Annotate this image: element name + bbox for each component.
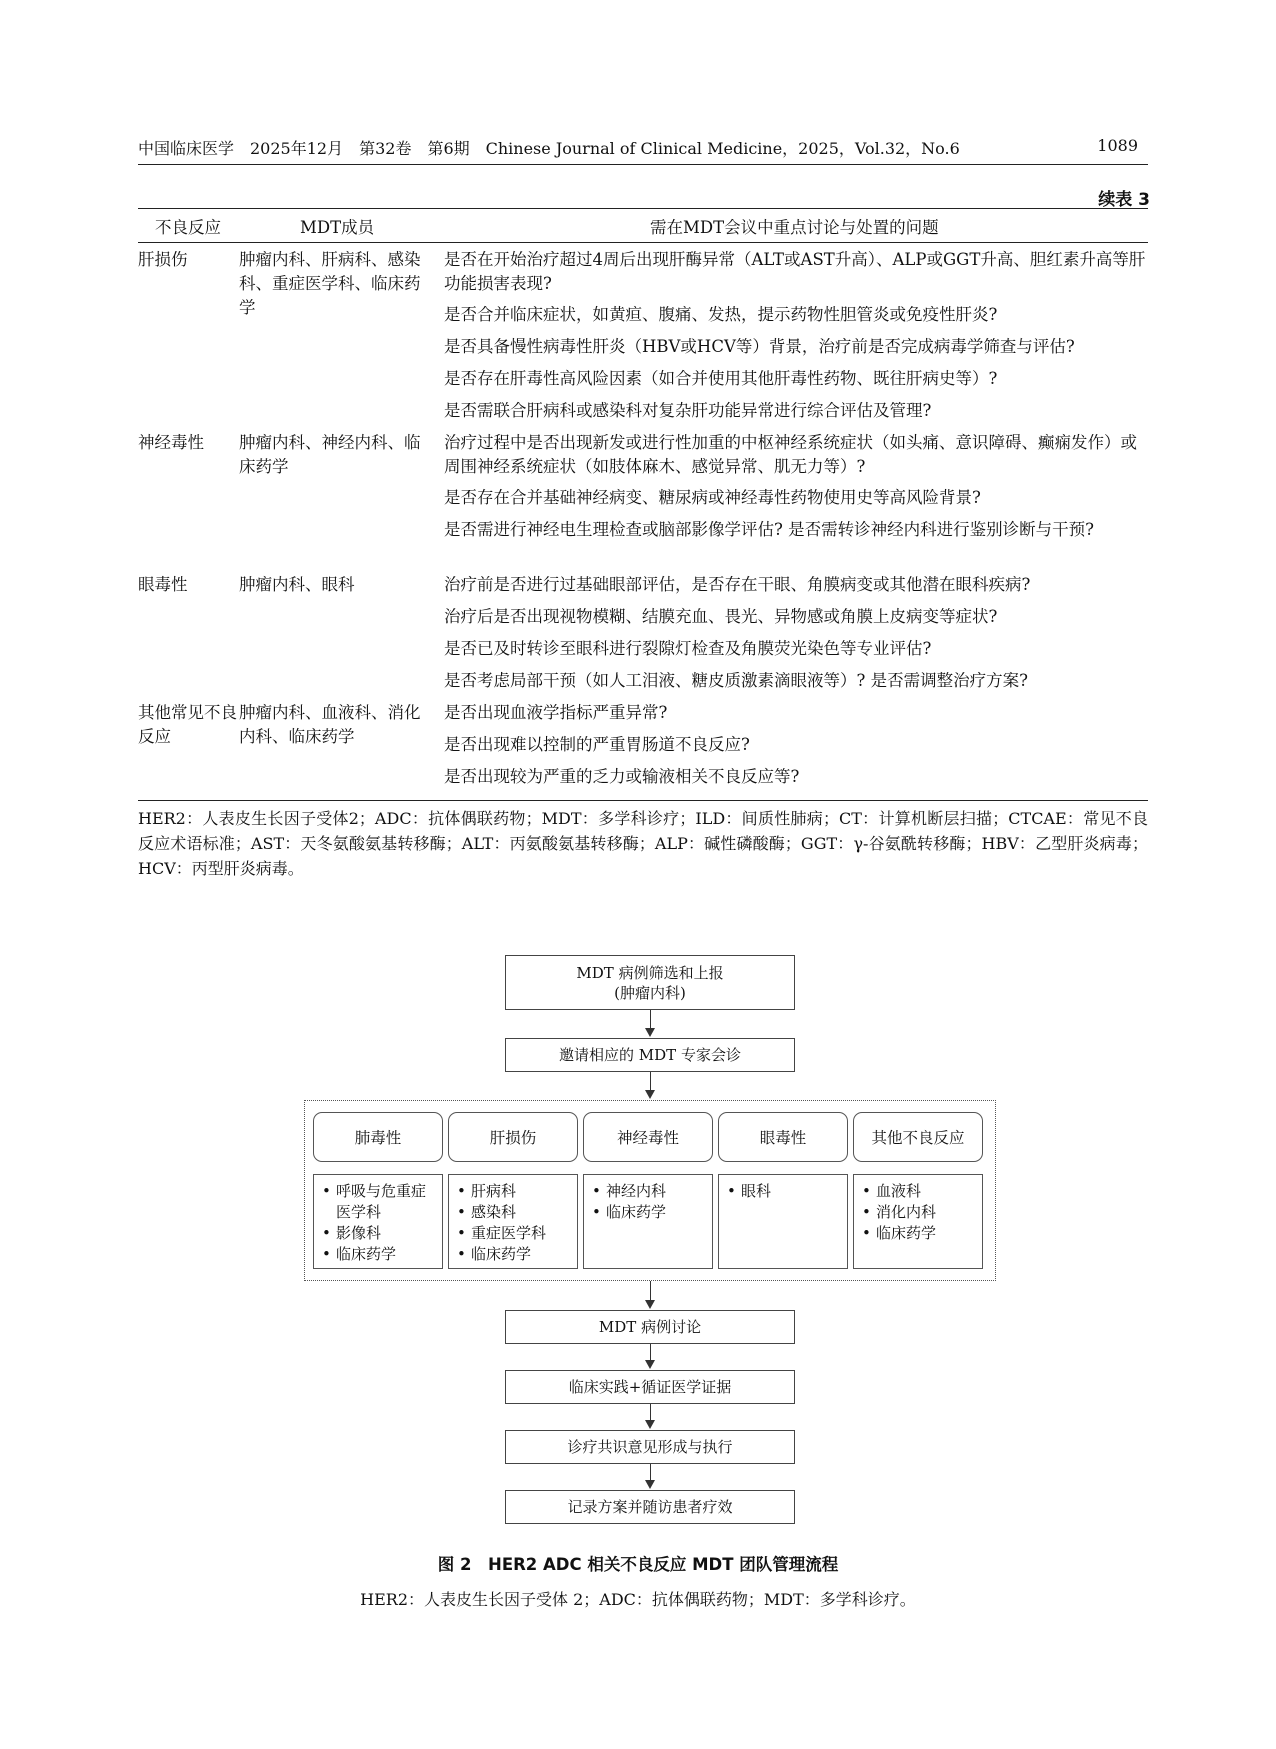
table-row-reaction: 肝损伤 bbox=[138, 250, 188, 269]
table-row-question: 是否考虑局部干预（如人工泪液、糖皮质激素滴眼液等）? 是否需调整治疗方案? bbox=[444, 671, 1028, 690]
table-header-rule bbox=[138, 242, 1148, 243]
table-row-members: 肿瘤内科、血液科、消化内科、临床药学 bbox=[239, 703, 421, 746]
flow-step-screening-line2: (肿瘤内科) bbox=[614, 983, 686, 1002]
table-row-question: 治疗后是否出现视物模糊、结膜充血、畏光、异物感或角膜上皮病变等症状? bbox=[444, 607, 998, 626]
running-header bbox=[138, 136, 1138, 162]
table-row-question: 是否存在合并基础神经病变、糖尿病或神经毒性药物使用史等高风险背景? bbox=[444, 488, 981, 507]
category-liver-injury: 肝损伤 bbox=[448, 1112, 578, 1162]
table-row-question: 是否需联合肝病科或感染科对复杂肝功能异常进行综合评估及管理? bbox=[444, 401, 932, 420]
dept-item: • 肝病科 bbox=[455, 1181, 571, 1202]
table-row-members: 肿瘤内科、肝病科、感染科、重症医学科、临床药学 bbox=[239, 250, 421, 317]
category-other-adverse: 其他不良反应 bbox=[853, 1112, 983, 1162]
flow-step-screening-line1: MDT 病例筛选和上报 bbox=[576, 963, 724, 982]
dept-list-ocular bbox=[718, 1174, 848, 1269]
flow-step-discussion: MDT 病例讨论 bbox=[505, 1310, 795, 1344]
flow-arrow bbox=[650, 1464, 651, 1481]
header-rule bbox=[138, 164, 1148, 165]
dept-item: • 神经内科 bbox=[590, 1181, 706, 1202]
table-continued-label: 续表 3 bbox=[1098, 190, 1150, 210]
table-row-question: 是否出现难以控制的严重胃肠道不良反应? bbox=[444, 735, 750, 754]
figure-title: 图 2 HER2 ADC 相关不良反应 MDT 团队管理流程 bbox=[437, 1555, 839, 1574]
table-row-members: 肿瘤内科、眼科 bbox=[239, 575, 355, 594]
flow-arrow bbox=[650, 1281, 651, 1301]
category-ocular-toxicity: 眼毒性 bbox=[718, 1112, 848, 1162]
table-footnote: HER2：人表皮生长因子受体2；ADC：抗体偶联药物；MDT：多学科诊疗；ILD：间质性肺病；CT：计算机断层扫描；CTCAE：常见不良反应术语标准；AST：天冬氨酸氨基转移酶；ALT：丙氨酸氨基转移酶；ALP：碱性磷酸酶；GGT：γ-谷氨酰转移酶；HBV：乙型肝炎病毒；HCV：丙型肝炎病毒。 bbox=[138, 809, 1148, 878]
table-row-reaction: 眼毒性 bbox=[138, 575, 188, 594]
table-row-members: 肿瘤内科、神经内科、临床药学 bbox=[239, 433, 421, 476]
dept-list-liver bbox=[448, 1174, 578, 1269]
flow-arrow-head bbox=[645, 1480, 655, 1489]
dept-list-lung bbox=[313, 1174, 443, 1269]
flow-step-invite: 邀请相应的 MDT 专家会诊 bbox=[505, 1038, 795, 1072]
dept-list-other bbox=[853, 1174, 983, 1269]
journal-info: 中国临床医学 2025年12月 第32卷 第6期 Chinese Journal of Clinical Medicine，2025，Vol.32，No.6 bbox=[138, 139, 960, 158]
table-row-question: 治疗前是否进行过基础眼部评估，是否存在干眼、角膜病变或其他潜在眼科疾病? bbox=[444, 575, 1031, 594]
table-row-question: 是否具备慢性病毒性肝炎（HBV或HCV等）背景，治疗前是否完成病毒学筛查与评估? bbox=[444, 337, 1075, 356]
column-header-reaction: 不良反应 bbox=[155, 218, 221, 237]
table-row-reaction: 神经毒性 bbox=[138, 433, 204, 452]
flow-step-evidence: 临床实践+循证医学证据 bbox=[505, 1370, 795, 1404]
table-row-question: 是否已及时转诊至眼科进行裂隙灯检查及角膜荧光染色等专业评估? bbox=[444, 639, 932, 658]
table-row-question: 是否需进行神经电生理检查或脑部影像学评估? 是否需转诊神经内科进行鉴别诊断与干预? bbox=[444, 520, 1094, 539]
dept-item: • 呼吸与危重症医学科 bbox=[320, 1181, 436, 1223]
flow-arrow-head bbox=[645, 1090, 655, 1099]
table-row-question: 是否存在肝毒性高风险因素（如合并使用其他肝毒性药物、既往肝病史等）? bbox=[444, 369, 998, 388]
table-row-question: 是否合并临床症状，如黄疸、腹痛、发热，提示药物性胆管炎或免疫性肝炎? bbox=[444, 305, 998, 324]
flow-arrow bbox=[650, 1344, 651, 1361]
category-neurotoxicity: 神经毒性 bbox=[583, 1112, 713, 1162]
table-row-question: 是否出现血液学指标严重异常? bbox=[444, 703, 668, 722]
flow-arrow bbox=[650, 1404, 651, 1421]
table-top-rule bbox=[138, 208, 1148, 209]
column-header-members: MDT成员 bbox=[300, 218, 375, 237]
dept-item: • 临床药学 bbox=[590, 1202, 706, 1223]
flow-step-followup: 记录方案并随访患者疗效 bbox=[505, 1490, 795, 1524]
table-bottom-rule bbox=[138, 800, 1148, 801]
flow-arrow bbox=[650, 1072, 651, 1091]
dept-item: • 临床药学 bbox=[860, 1223, 976, 1244]
flow-arrow bbox=[650, 1010, 651, 1029]
dept-item: • 临床药学 bbox=[320, 1244, 436, 1265]
table-row-question: 是否在开始治疗超过4周后出现肝酶异常（ALT或AST升高）、ALP或GGT升高、胆红素升高等肝功能损害表现? bbox=[444, 250, 1146, 293]
flow-step-screening bbox=[505, 955, 795, 1010]
flow-arrow-head bbox=[645, 1300, 655, 1309]
dept-item: • 眼科 bbox=[725, 1181, 841, 1202]
flow-step-consensus: 诊疗共识意见形成与执行 bbox=[505, 1430, 795, 1464]
flow-arrow-head bbox=[645, 1420, 655, 1429]
dept-item: • 消化内科 bbox=[860, 1202, 976, 1223]
flow-arrow-head bbox=[645, 1360, 655, 1369]
page-number: 1089 bbox=[1097, 136, 1138, 155]
table-row-question: 治疗过程中是否出现新发或进行性加重的中枢神经系统症状（如头痛、意识障碍、癫痫发作）或周围神经系统症状（如肢体麻木、感觉异常、肌无力等）? bbox=[444, 433, 1137, 476]
table-row-question: 是否出现较为严重的乏力或输液相关不良反应等? bbox=[444, 767, 800, 786]
dept-item: • 感染科 bbox=[455, 1202, 571, 1223]
dept-item: • 血液科 bbox=[860, 1181, 976, 1202]
dept-list-neuro bbox=[583, 1174, 713, 1269]
table-row-reaction: 其他常见不良反应 bbox=[138, 703, 237, 746]
dept-item: • 影像科 bbox=[320, 1223, 436, 1244]
column-header-questions: 需在MDT会议中重点讨论与处置的问题 bbox=[650, 218, 939, 237]
dept-item: • 重症医学科 bbox=[455, 1223, 571, 1244]
dept-item: • 临床药学 bbox=[455, 1244, 571, 1265]
figure-note: HER2：人表皮生长因子受体 2；ADC：抗体偶联药物；MDT：多学科诊疗。 bbox=[360, 1590, 916, 1609]
flow-arrow-head bbox=[645, 1028, 655, 1037]
category-lung-toxicity: 肺毒性 bbox=[313, 1112, 443, 1162]
